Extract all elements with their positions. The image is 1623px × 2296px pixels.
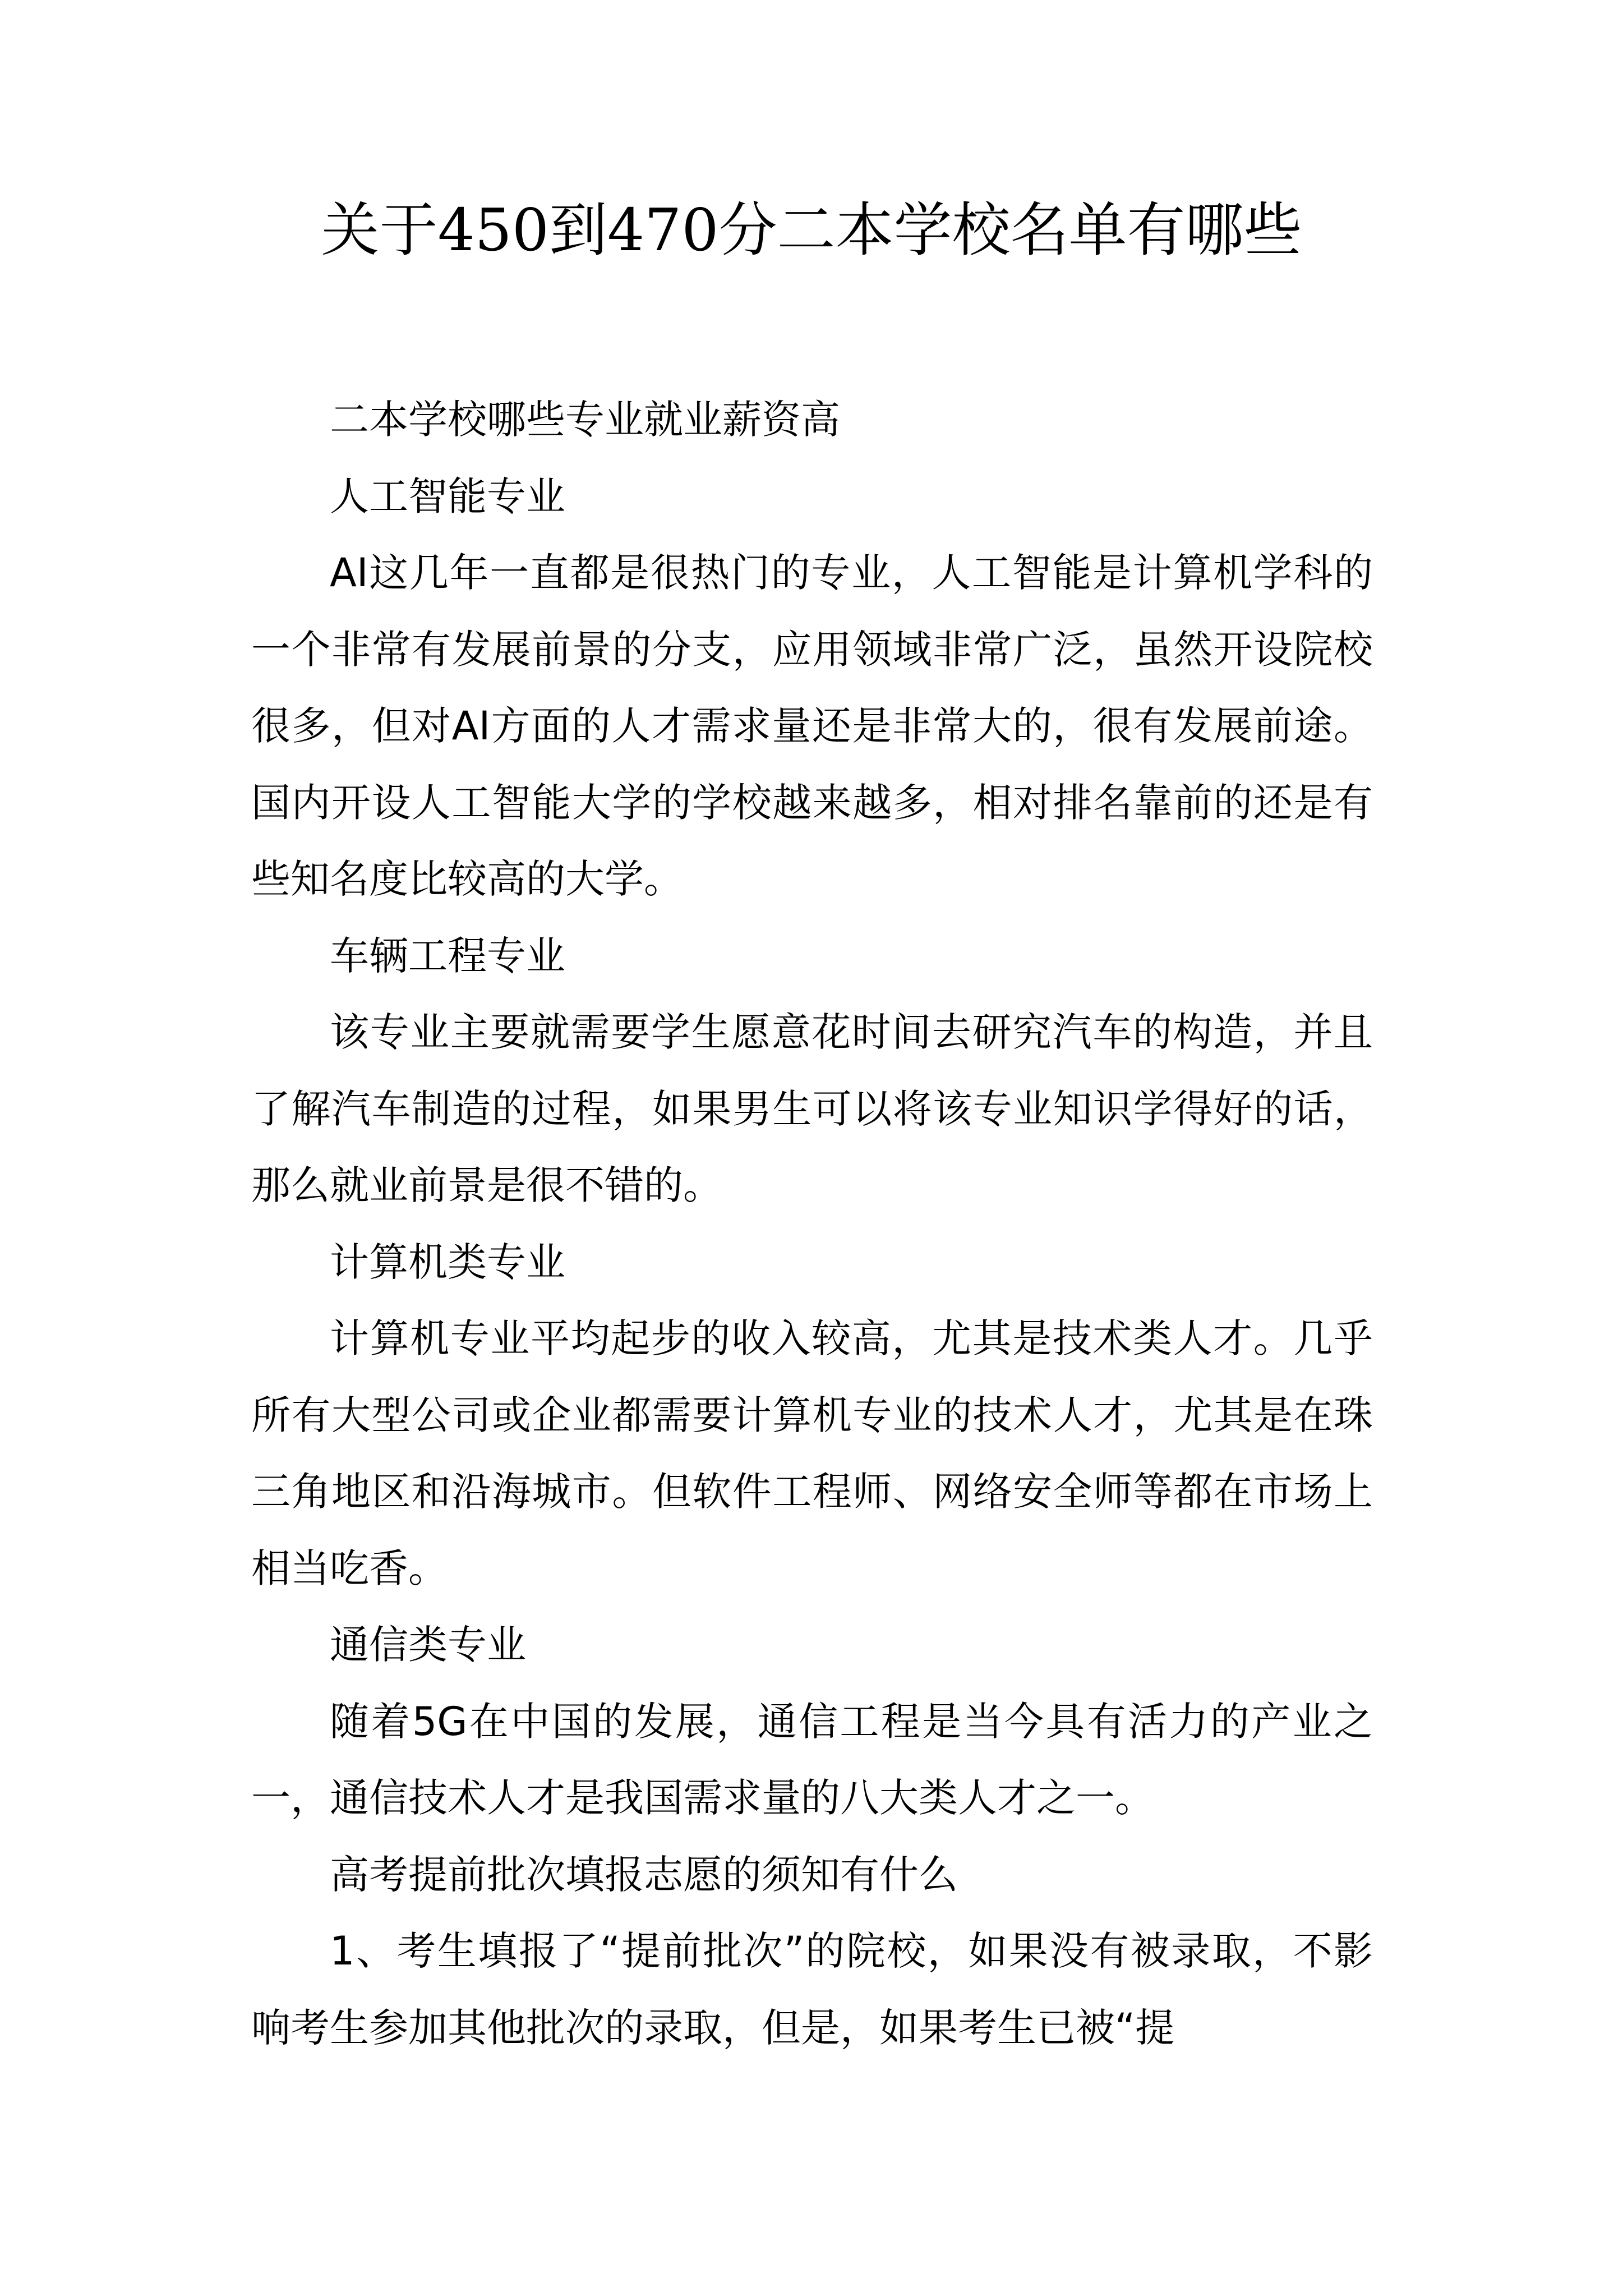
section-heading-communication: 通信类专业 — [330, 1622, 526, 1668]
section-heading-computer: 计算机类专业 — [330, 1239, 565, 1285]
body-paragraph: 1、考生填报了“提前批次”的院校，如果没有被录取，不影响考生参加其他批次的录取，但是，如果考生已被“提 — [251, 1928, 1373, 2051]
subheading-paragraph: 高考提前批次填报志愿的须知有什么 — [330, 1851, 958, 1898]
section-heading-ai: 人工智能专业 — [330, 473, 565, 519]
document-body — [251, 381, 1373, 2066]
section-heading-vehicle: 车辆工程专业 — [330, 932, 565, 979]
body-paragraph: 计算机专业平均起步的收入较高，尤其是技术类人才。几乎所有大型公司或企业都需要计算机专业的技术人才，尤其是在珠三角地区和沿海城市。但软件工程师、网络安全师等都在市场上相当吃香。 — [251, 1315, 1373, 1591]
subheading-paragraph: 二本学校哪些专业就业薪资高 — [330, 397, 840, 443]
body-paragraph: AI这几年一直都是很热门的专业，人工智能是计算机学科的一个非常有发展前景的分支，应用领域非常广泛，虽然开设院校很多，但对AI方面的人才需求量还是非常大的，很有发展前途。国内开设人工智能大学的学校越来越多，相对排名靠前的还是有些知名度比较高的大学。 — [251, 550, 1373, 902]
document-title: 关于450到470分二本学校名单有哪些 — [321, 196, 1302, 264]
body-paragraph: 随着5G在中国的发展，通信工程是当今具有活力的产业之一，通信技术人才是我国需求量的八大类人才之一。 — [251, 1698, 1373, 1821]
body-paragraph: 该专业主要就需要学生愿意花时间去研究汽车的构造，并且了解汽车制造的过程，如果男生可以将该专业知识学得好的话，那么就业前景是很不错的。 — [251, 1009, 1373, 1208]
